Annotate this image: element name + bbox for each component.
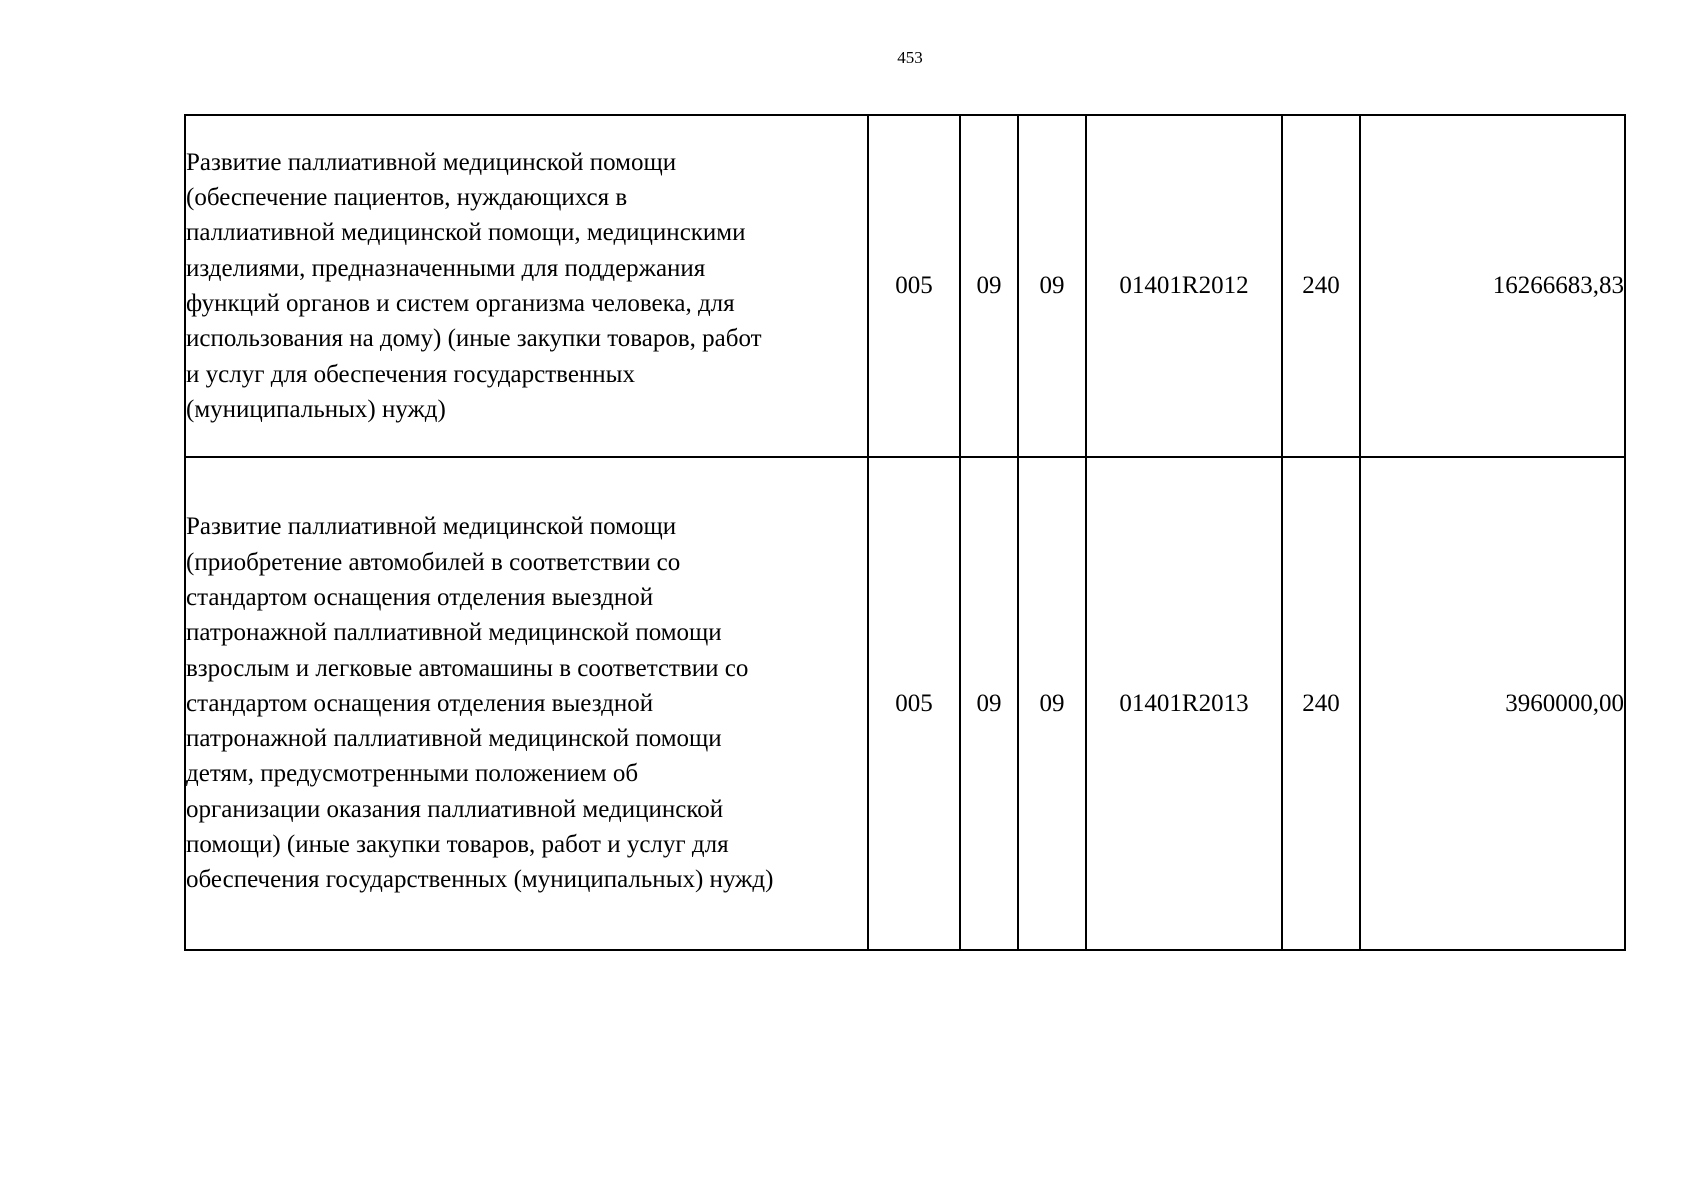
row-description-cell: [185, 457, 868, 950]
description-line: использования на дому) (иные закупки товаров, работ: [186, 325, 762, 353]
expense-type-code: 240: [1282, 457, 1360, 950]
ministry-code: 005: [868, 457, 960, 950]
target-article-code: 01401R2013: [1086, 457, 1282, 950]
description-line: стандартом оснащения отделения выездной: [186, 689, 654, 717]
page-number: 453: [897, 48, 923, 67]
description-line: патронажной паллиативной медицинской помощи: [186, 619, 722, 647]
description-line: функций органов и систем организма человека, для: [186, 290, 735, 317]
description-line: Развитие паллиативной медицинской помощи: [186, 148, 677, 176]
description-line: (приобретение автомобилей в соответствии со: [186, 548, 681, 576]
table-row: [185, 457, 1625, 950]
section-code: 09: [960, 457, 1018, 950]
target-article-code: 01401R2012: [1086, 115, 1282, 457]
budget-table: [184, 114, 1626, 951]
description-line: паллиативной медицинской помощи, медицинскими: [186, 219, 746, 247]
subsection-code: 09: [1018, 115, 1086, 457]
description-line: (муниципальных) нужд): [186, 395, 446, 423]
description-line: детям, предусмотренными положением об: [186, 760, 639, 788]
description-line: помощи) (иные закупки товаров, работ и услуг для: [186, 831, 729, 859]
subsection-code: 09: [1018, 457, 1086, 950]
description-line: (обеспечение пациентов, нуждающихся в: [186, 184, 628, 212]
description-line: и услуг для обеспечения государственных: [186, 360, 635, 388]
row-description-cell: [185, 115, 868, 457]
description-line: организации оказания паллиативной медицинской: [186, 795, 724, 823]
table-row: [185, 115, 1625, 457]
expense-type-code: 240: [1282, 115, 1360, 457]
amount: 16266683,83: [1360, 115, 1625, 457]
amount: 3960000,00: [1360, 457, 1625, 950]
description-line: взрослым и легковые автомашины в соответствии со: [186, 654, 749, 682]
section-code: 09: [960, 115, 1018, 457]
ministry-code: 005: [868, 115, 960, 457]
description-line: стандартом оснащения отделения выездной: [186, 583, 654, 611]
description-line: обеспечения государственных (муниципальных) нужд): [186, 866, 774, 894]
description-line: Развитие паллиативной медицинской помощи: [186, 513, 677, 541]
description-line: патронажной паллиативной медицинской помощи: [186, 725, 722, 753]
description-line: изделиями, предназначенными для поддержания: [186, 254, 706, 282]
